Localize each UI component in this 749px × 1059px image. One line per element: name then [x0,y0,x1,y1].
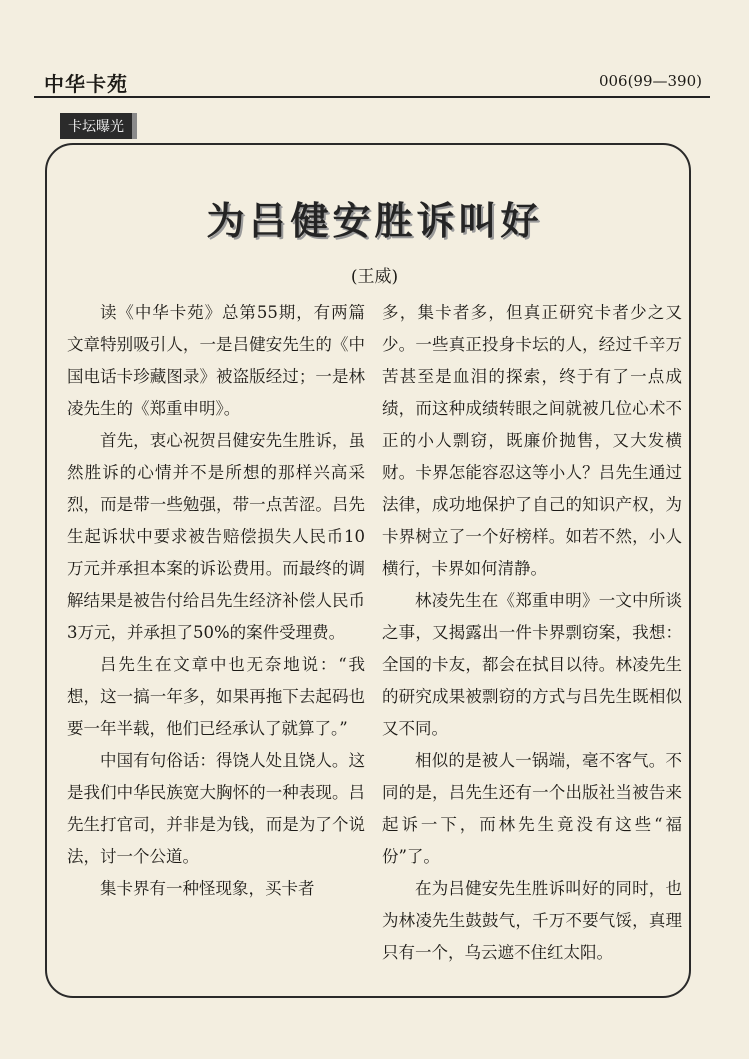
article-paragraph: 相似的是被人一锅端，毫不客气。不同的是，吕先生还有一个出版社当被告来起诉一下，而林先生竟没有这些“福份”了。 [382,751,682,866]
right-column [382,297,682,969]
article-title: 为吕健安胜诉叫好 [206,199,543,243]
left-column [67,297,365,905]
article-author: (王威) [350,267,399,287]
article-paragraph: 多，集卡者多，但真正研究卡者少之又少。一些真正投身卡坛的人，经过千辛万苦甚至是血泪的探索，终于有了一点成绩，而这种成绩转眼之间就被几位心术不正的小人剽窃，既廉价抛售，又大发横财。卡界怎能容忍这等小人？吕先生通过法律，成功地保护了自己的知识产权，为卡界树立了一个好榜样。如若不然，小人横行，卡界如何清静。 [382,303,682,578]
article-paragraph: 在为吕健安先生胜诉叫好的同时，也为林凌先生鼓鼓气，千万不要气馁，真理只有一个，乌云遮不住红太阳。 [382,879,682,962]
article-paragraph: 吕先生在文章中也无奈地说：“我想，这一搞一年多，如果再拖下去起码也要一年半载，他们已经承认了就算了。” [67,655,365,738]
article-paragraph: 林凌先生在《郑重申明》一文中所谈之事，又揭露出一件卡界剽窃案，我想：全国的卡友，都会在拭目以待。林凌先生的研究成果被剽窃的方式与吕先生既相似又不同。 [382,591,682,738]
issue-number: 006(99—390) [598,72,702,90]
page-header [34,66,710,98]
article-paragraph: 中国有句俗话：得饶人处且饶人。这是我们中华民族宽大胸怀的一种表现。吕先生打官司，并非是为钱，而是为了个说法，讨一个公道。 [67,751,365,866]
magazine-name: 中华卡苑 [44,72,128,96]
article-paragraph: 首先，衷心祝贺吕健安先生胜诉，虽然胜诉的心情并不是所想的那样兴高采烈，而是带一些勉强，带一点苦涩。吕先生起诉状中要求被告赔偿损失人民币10万元并承担本案的诉讼费用。而最终的调解结果是被告付给吕先生经济补偿人民币3万元，并承担了50%的案件受理费。 [67,431,365,642]
article-paragraph: 集卡界有一种怪现象，买卡者 [100,879,315,898]
column-tag: 卡坛曝光 [60,113,137,139]
article-paragraph: 读《中华卡苑》总第55期，有两篇文章特别吸引人，一是吕健安先生的《中国电话卡珍藏图录》被盗版经过；一是林凌先生的《郑重申明》。 [67,303,365,418]
